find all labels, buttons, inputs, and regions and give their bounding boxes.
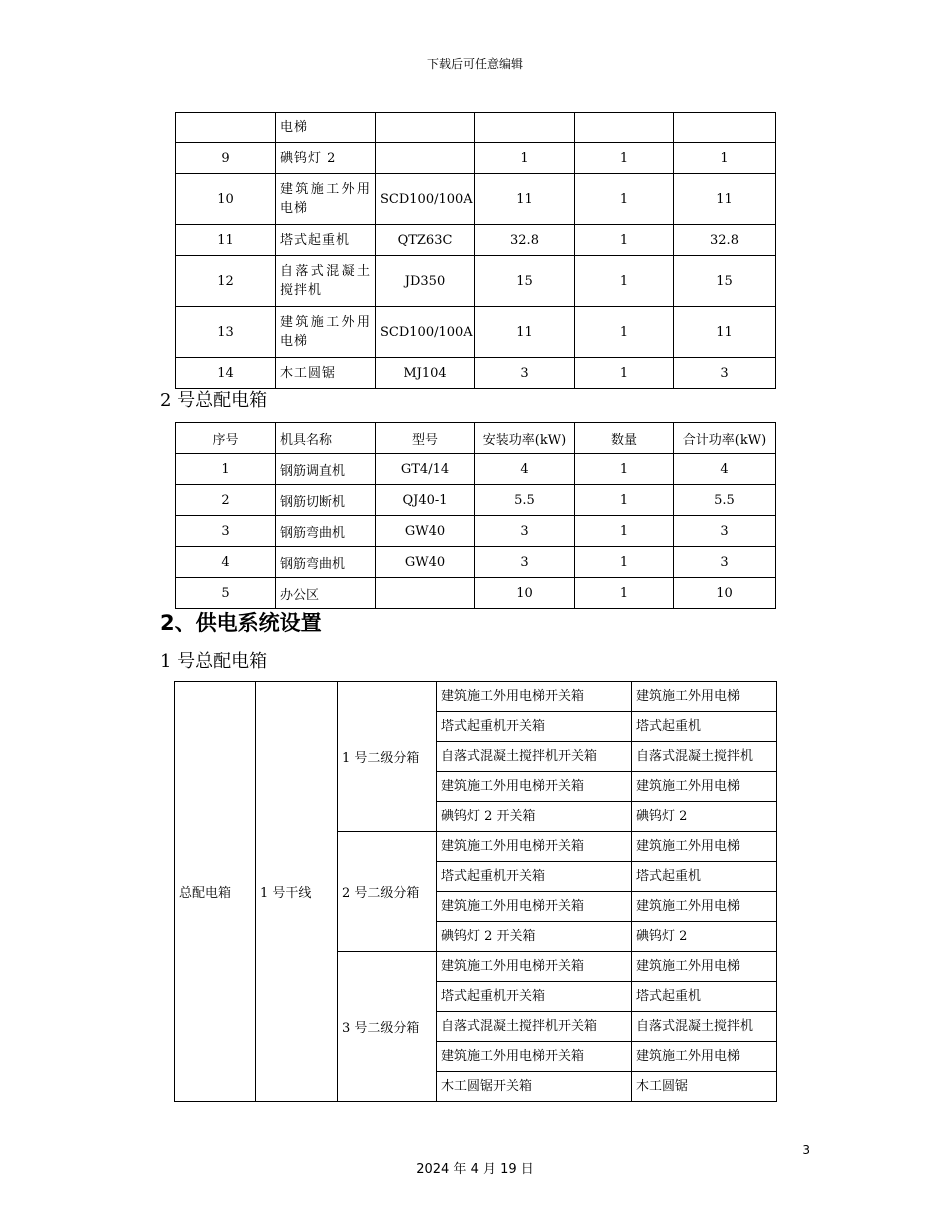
table-cell: 11 bbox=[475, 174, 575, 225]
table-cell: QTZ63C bbox=[376, 225, 475, 256]
table-cell: 10 bbox=[674, 578, 776, 609]
table-cell: 1 bbox=[176, 454, 276, 485]
table-cell: 9 bbox=[176, 143, 276, 174]
equipment-cell: 建筑施工外用电梯 bbox=[632, 682, 777, 712]
table-cell bbox=[376, 113, 475, 143]
table-cell: 1 bbox=[575, 516, 674, 547]
equipment-cell: 建筑施工外用电梯 bbox=[632, 832, 777, 862]
table-cell: JD350 bbox=[376, 256, 475, 307]
table-cell: 11 bbox=[475, 307, 575, 358]
table-cell: 32.8 bbox=[475, 225, 575, 256]
table-cell: 塔式起重机 bbox=[276, 225, 376, 256]
table-cell: 3 bbox=[475, 547, 575, 578]
table-header-row bbox=[176, 423, 776, 454]
table-cell: 15 bbox=[674, 256, 776, 307]
table-row bbox=[176, 174, 776, 225]
table-header-cell: 安装功率(kW) bbox=[475, 423, 575, 454]
table-cell: GW40 bbox=[376, 547, 475, 578]
table-header-cell: 机具名称 bbox=[276, 423, 376, 454]
table-cell: 32.8 bbox=[674, 225, 776, 256]
table-cell: 3 bbox=[674, 358, 776, 389]
box1-label: 1 号总配电箱 bbox=[160, 651, 268, 672]
equipment-cell: 自落式混凝土搅拌机 bbox=[632, 1012, 777, 1042]
table-cell: MJ104 bbox=[376, 358, 475, 389]
table-row bbox=[176, 225, 776, 256]
table-row bbox=[176, 307, 776, 358]
table-cell: 5.5 bbox=[475, 485, 575, 516]
sub-box-cell: 1 号二级分箱 bbox=[338, 682, 437, 832]
table-cell: 11 bbox=[674, 174, 776, 225]
switch-box-cell: 自落式混凝土搅拌机开关箱 bbox=[437, 742, 632, 772]
table-cell: QJ40-1 bbox=[376, 485, 475, 516]
table-cell bbox=[475, 113, 575, 143]
table-cell: 钢筋弯曲机 bbox=[276, 547, 376, 578]
table-cell: 1 bbox=[475, 143, 575, 174]
equipment-cell: 建筑施工外用电梯 bbox=[632, 952, 777, 982]
table-cell: 3 bbox=[674, 516, 776, 547]
table-row bbox=[176, 547, 776, 578]
table-row bbox=[176, 113, 776, 143]
table-cell: 15 bbox=[475, 256, 575, 307]
table-row bbox=[176, 485, 776, 516]
equipment-cell: 塔式起重机 bbox=[632, 982, 777, 1012]
equipment-cell: 建筑施工外用电梯 bbox=[632, 772, 777, 802]
table-cell: 4 bbox=[674, 454, 776, 485]
switch-box-cell: 建筑施工外用电梯开关箱 bbox=[437, 832, 632, 862]
table-cell: 1 bbox=[674, 143, 776, 174]
table-header-cell: 数量 bbox=[575, 423, 674, 454]
switch-box-cell: 木工圆锯开关箱 bbox=[437, 1072, 632, 1102]
table-cell: SCD100/100A bbox=[376, 174, 475, 225]
table-cell: 1 bbox=[575, 578, 674, 609]
table-cell: 1 bbox=[575, 256, 674, 307]
table-cell: 1 bbox=[575, 225, 674, 256]
equipment-cell: 建筑施工外用电梯 bbox=[632, 892, 777, 922]
sub-box-cell: 3 号二级分箱 bbox=[338, 952, 437, 1102]
table-cell bbox=[376, 578, 475, 609]
table-cell: 11 bbox=[674, 307, 776, 358]
switch-box-cell: 建筑施工外用电梯开关箱 bbox=[437, 772, 632, 802]
table-cell: 木工圆锯 bbox=[276, 358, 376, 389]
switch-box-cell: 建筑施工外用电梯开关箱 bbox=[437, 952, 632, 982]
table-cell: 钢筋弯曲机 bbox=[276, 516, 376, 547]
table-cell bbox=[575, 113, 674, 143]
table-cell: 1 bbox=[575, 143, 674, 174]
switch-box-cell: 建筑施工外用电梯开关箱 bbox=[437, 682, 632, 712]
table-cell: 3 bbox=[475, 516, 575, 547]
table-cell: 12 bbox=[176, 256, 276, 307]
table-cell: GT4/14 bbox=[376, 454, 475, 485]
switch-box-cell: 建筑施工外用电梯开关箱 bbox=[437, 1042, 632, 1072]
table-cell bbox=[674, 113, 776, 143]
table-cell: 10 bbox=[475, 578, 575, 609]
switch-box-cell: 塔式起重机开关箱 bbox=[437, 712, 632, 742]
equipment-table-continued bbox=[175, 112, 776, 389]
table-cell: 办公区 bbox=[276, 578, 376, 609]
table-cell: SCD100/100A bbox=[376, 307, 475, 358]
table-cell: 1 bbox=[575, 454, 674, 485]
table-cell: 建筑施工外用电梯 bbox=[276, 174, 376, 225]
table-cell: 2 bbox=[176, 485, 276, 516]
supply-system-table bbox=[174, 681, 777, 1102]
table-row bbox=[175, 682, 777, 712]
switch-box-cell: 碘钨灯 2 开关箱 bbox=[437, 922, 632, 952]
equipment-cell: 木工圆锯 bbox=[632, 1072, 777, 1102]
table-row bbox=[176, 256, 776, 307]
table-cell: 1 bbox=[575, 307, 674, 358]
switch-box-cell: 塔式起重机开关箱 bbox=[437, 982, 632, 1012]
table-cell: 建筑施工外用电梯 bbox=[276, 307, 376, 358]
table-cell: 碘钨灯 2 bbox=[276, 143, 376, 174]
table-header-cell: 合计功率(kW) bbox=[674, 423, 776, 454]
page-footer-date: 2024 年 4 月 19 日 bbox=[416, 1162, 534, 1177]
equipment-cell: 碘钨灯 2 bbox=[632, 802, 777, 832]
switch-box-cell: 自落式混凝土搅拌机开关箱 bbox=[437, 1012, 632, 1042]
table-header-cell: 序号 bbox=[176, 423, 276, 454]
table-cell: 钢筋调直机 bbox=[276, 454, 376, 485]
switch-box-cell: 塔式起重机开关箱 bbox=[437, 862, 632, 892]
table-cell: 1 bbox=[575, 174, 674, 225]
table-row bbox=[176, 578, 776, 609]
table-cell: 4 bbox=[176, 547, 276, 578]
table-cell bbox=[176, 113, 276, 143]
switch-box-cell: 建筑施工外用电梯开关箱 bbox=[437, 892, 632, 922]
table-cell: 1 bbox=[575, 547, 674, 578]
table-cell: 3 bbox=[674, 547, 776, 578]
equipment-cell: 自落式混凝土搅拌机 bbox=[632, 742, 777, 772]
table-cell: 3 bbox=[176, 516, 276, 547]
table-row bbox=[176, 454, 776, 485]
table-cell: GW40 bbox=[376, 516, 475, 547]
equipment-cell: 塔式起重机 bbox=[632, 712, 777, 742]
table-cell: 11 bbox=[176, 225, 276, 256]
table-cell: 自落式混凝土搅拌机 bbox=[276, 256, 376, 307]
equipment-cell: 建筑施工外用电梯 bbox=[632, 1042, 777, 1072]
table-cell: 5 bbox=[176, 578, 276, 609]
switch-box-cell: 碘钨灯 2 开关箱 bbox=[437, 802, 632, 832]
section-heading: 2、供电系统设置 bbox=[160, 611, 322, 635]
table-header-cell: 型号 bbox=[376, 423, 475, 454]
table-cell: 10 bbox=[176, 174, 276, 225]
sub-box-cell: 2 号二级分箱 bbox=[338, 832, 437, 952]
table-cell: 1 bbox=[575, 485, 674, 516]
table-row bbox=[176, 516, 776, 547]
page-header: 下载后可任意编辑 bbox=[426, 57, 523, 71]
page-number: 3 bbox=[802, 1143, 810, 1157]
table-row bbox=[176, 143, 776, 174]
box2-equipment-table bbox=[175, 422, 776, 609]
equipment-cell: 碘钨灯 2 bbox=[632, 922, 777, 952]
table-cell bbox=[376, 143, 475, 174]
table-cell: 电梯 bbox=[276, 113, 376, 143]
table-cell: 5.5 bbox=[674, 485, 776, 516]
box2-label: 2 号总配电箱 bbox=[160, 390, 268, 411]
table-cell: 1 bbox=[575, 358, 674, 389]
table-cell: 3 bbox=[475, 358, 575, 389]
table-cell: 钢筋切断机 bbox=[276, 485, 376, 516]
table-row bbox=[176, 358, 776, 389]
table-cell: 4 bbox=[475, 454, 575, 485]
table-cell: 13 bbox=[176, 307, 276, 358]
equipment-cell: 塔式起重机 bbox=[632, 862, 777, 892]
root-box-cell: 总配电箱 bbox=[175, 682, 256, 1102]
table-cell: 14 bbox=[176, 358, 276, 389]
trunk-line-cell: 1 号干线 bbox=[256, 682, 338, 1102]
